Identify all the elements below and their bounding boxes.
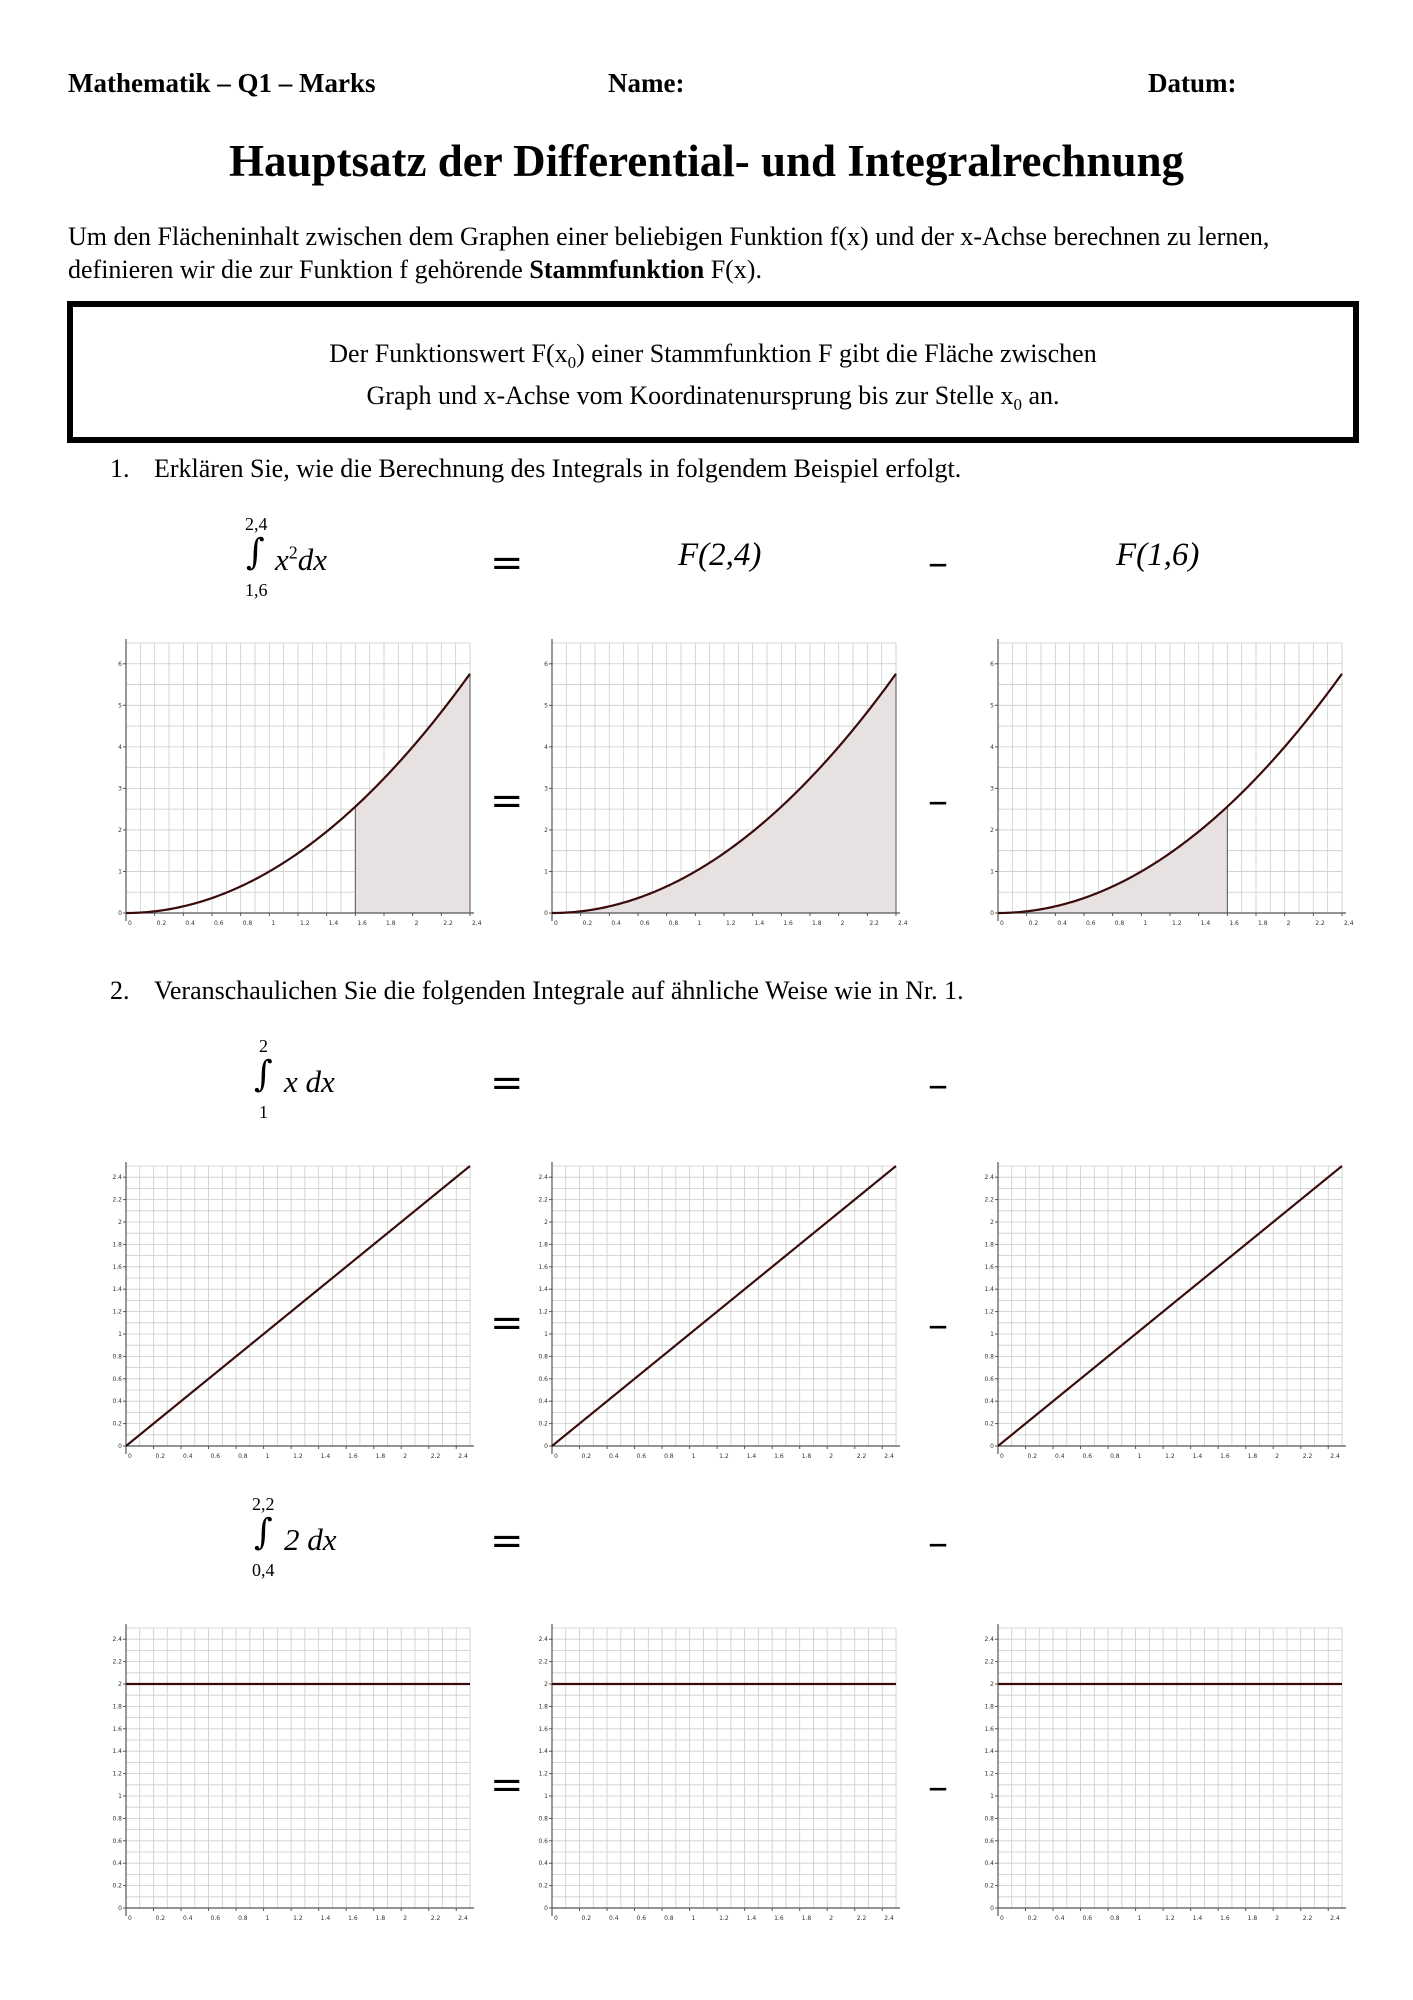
minus-sign: –	[928, 1062, 948, 1108]
x-tick-label: 2	[829, 1453, 834, 1460]
lower-limit: 1,6	[245, 580, 268, 600]
x-tick-label: 0	[128, 1453, 132, 1460]
x-tick-label: 0.2	[156, 920, 167, 927]
integral-sign: ∫	[254, 1512, 273, 1553]
definition-box	[67, 301, 1359, 443]
y-tick-label: 1.8	[112, 1703, 122, 1711]
x-tick-label: 1.2	[1172, 920, 1182, 927]
x-tick-label: 0.2	[582, 920, 593, 927]
intro-text-1: Um den Flächeninhalt zwischen dem Graphen einer beliebigen Funktion f(x) und der x-Achse berechnen zu lernen, definieren wir die zur Funktion f gehörende	[68, 222, 1270, 284]
x-tick-label: 1.8	[801, 1453, 812, 1460]
y-tick-label: 1	[118, 1331, 122, 1338]
x-tick-label: 0.2	[155, 1453, 166, 1460]
chart-line-x-2	[536, 1158, 906, 1468]
x-tick-label: 2.2	[856, 1915, 867, 1922]
x-tick-label: 2	[840, 920, 845, 927]
y-tick-label: 2.4	[984, 1174, 994, 1182]
x-tick-label: 2.4	[1330, 1453, 1340, 1460]
y-tick-label: 2	[544, 1219, 548, 1226]
x-tick-label: 0.4	[1055, 1453, 1065, 1460]
x-tick-label: 0.4	[1057, 920, 1067, 927]
y-tick-label: 0	[990, 910, 994, 917]
y-tick-label: 0	[118, 1443, 122, 1450]
x-tick-label: 1.6	[1220, 1453, 1230, 1460]
y-tick-label: 0	[118, 1905, 122, 1912]
x-tick-label: 1.8	[1247, 1453, 1258, 1460]
x-tick-label: 0.4	[183, 1915, 193, 1922]
x-tick-label: 0.6	[1082, 1915, 1093, 1922]
y-tick-label: 2.4	[538, 1174, 548, 1182]
x-tick-label: 0	[128, 920, 132, 927]
x-tick-label: 1.6	[774, 1453, 784, 1460]
y-tick-label: 1.8	[112, 1241, 122, 1249]
y-tick-label: 3	[544, 785, 548, 793]
upper-limit: 2,2	[252, 1494, 275, 1514]
x-tick-label: 0.8	[664, 1915, 674, 1922]
y-tick-label: 2.2	[538, 1658, 548, 1666]
x-tick-label: 1.8	[386, 920, 396, 927]
y-tick-label: 0.6	[984, 1837, 994, 1845]
y-tick-label: 0.8	[538, 1815, 548, 1823]
task-2	[110, 976, 964, 1006]
y-tick-label: 0.2	[538, 1420, 548, 1428]
course-label: Mathematik – Q1 – Marks	[68, 68, 376, 98]
x-tick-label: 2	[403, 1915, 408, 1922]
intro-paragraph	[68, 220, 1348, 286]
x-tick-label: 0.8	[242, 920, 253, 927]
equals-sign: =	[490, 540, 524, 586]
y-tick-label: 1	[118, 868, 122, 876]
x-tick-label: 1.4	[320, 1453, 331, 1460]
x-tick-label: 1	[691, 1453, 696, 1460]
x-tick-label: 0.8	[668, 920, 679, 927]
y-tick-label: 4	[118, 743, 122, 751]
y-tick-label: 1	[990, 1331, 994, 1338]
y-tick-label: 0	[544, 1905, 548, 1912]
x-tick-label: 1	[691, 1915, 696, 1922]
x-tick-label: 1.6	[774, 1915, 784, 1922]
x-tick-label: 1.4	[1192, 1915, 1203, 1922]
definition-text: an.	[1021, 381, 1060, 410]
y-tick-label: 1.4	[984, 1286, 994, 1294]
x-tick-label: 1.6	[348, 1453, 358, 1460]
x-tick-label: 1.4	[328, 920, 339, 927]
x-tick-label: 2	[1275, 1915, 1280, 1922]
y-tick-label: 2.4	[112, 1174, 122, 1182]
y-tick-label: 4	[990, 743, 994, 751]
y-tick-label: 1	[544, 1793, 548, 1800]
chart-integral-x2-1-6-to-2-4	[110, 635, 480, 935]
y-tick-label: 1.2	[538, 1308, 548, 1316]
y-tick-label: 1	[990, 1793, 994, 1800]
y-tick-label: 1.6	[984, 1725, 994, 1733]
y-tick-label: 1.6	[538, 1725, 548, 1733]
x-tick-label: 2.4	[1330, 1915, 1340, 1922]
x-tick-label: 1.2	[726, 920, 736, 927]
x-tick-label: 1	[1137, 1453, 1142, 1460]
x-tick-label: 1	[697, 920, 702, 927]
x-tick-label: 2	[414, 920, 419, 927]
x-tick-label: 0.6	[1086, 920, 1096, 927]
y-tick-label: 0.2	[984, 1420, 994, 1428]
y-tick-label: 2.4	[984, 1636, 994, 1644]
y-tick-label: 0	[544, 1443, 548, 1450]
y-tick-label: 1.6	[538, 1263, 548, 1271]
x-tick-label: 0	[554, 1453, 558, 1460]
integrand: 2 dx	[284, 1522, 337, 1557]
definition-line-1	[73, 339, 1353, 373]
function-curve	[998, 1166, 1342, 1446]
upper-limit: 2	[259, 1036, 268, 1056]
lower-limit: 1	[259, 1102, 268, 1122]
y-tick-label: 0.2	[112, 1420, 122, 1428]
y-tick-label: 2.2	[984, 1658, 994, 1666]
name-label: Name:	[608, 68, 685, 98]
y-tick-label: 0.8	[112, 1815, 122, 1823]
y-tick-label: 4	[544, 743, 548, 751]
y-tick-label: 1	[990, 868, 994, 876]
x-tick-label: 0.4	[611, 920, 621, 927]
x-tick-label: 1.6	[1220, 1915, 1230, 1922]
equals-sign: =	[490, 1518, 524, 1564]
x-tick-label: 0	[1000, 1453, 1004, 1460]
x-tick-label: 1.6	[357, 920, 367, 927]
y-tick-label: 1	[118, 1793, 122, 1800]
x-tick-label: 0.6	[636, 1453, 647, 1460]
y-tick-label: 5	[544, 702, 548, 710]
x-tick-label: 0.6	[1082, 1453, 1093, 1460]
y-tick-label: 0.6	[112, 1375, 122, 1383]
x-tick-label: 0.2	[1028, 920, 1039, 927]
y-tick-label: 0.4	[112, 1398, 122, 1406]
x-tick-label: 2	[1275, 1453, 1280, 1460]
x-tick-label: 0	[554, 920, 558, 927]
y-tick-label: 1.2	[112, 1770, 122, 1778]
integrand: x dx	[284, 1064, 335, 1099]
task-text: Erklären Sie, wie die Berechnung des Integrals in folgendem Beispiel erfolgt.	[154, 454, 962, 483]
x-tick-label: 2.2	[869, 920, 879, 927]
x-tick-label: 1	[1143, 920, 1148, 927]
y-tick-label: 0.6	[984, 1375, 994, 1383]
definition-line-2	[73, 381, 1353, 415]
integrand	[275, 542, 327, 578]
x-tick-label: 1.8	[812, 920, 822, 927]
x-tick-label: 1	[1137, 1915, 1142, 1922]
x-tick-label: 0	[1000, 1915, 1004, 1922]
x-tick-label: 0.6	[210, 1453, 221, 1460]
y-tick-label: 2	[990, 1681, 994, 1688]
minus-sign: –	[928, 540, 948, 586]
y-tick-label: 2.4	[112, 1636, 122, 1644]
y-tick-label: 2	[990, 1219, 994, 1226]
x-tick-label: 1.8	[1258, 920, 1268, 927]
x-tick-label: 0.4	[183, 1453, 193, 1460]
x-tick-label: 0	[128, 1915, 132, 1922]
minus-sign: –	[928, 778, 948, 824]
y-tick-label: 0.2	[112, 1882, 122, 1890]
x-tick-label: 2	[829, 1915, 834, 1922]
x-tick-label: 1.8	[1247, 1915, 1258, 1922]
x-tick-label: 1	[265, 1453, 270, 1460]
y-tick-label: 0.4	[984, 1860, 994, 1868]
x-tick-label: 0.2	[1027, 1453, 1038, 1460]
y-tick-label: 0.4	[538, 1398, 548, 1406]
y-tick-label: 0.8	[984, 1353, 994, 1361]
integrand-variable: x	[275, 542, 289, 577]
y-tick-label: 0.6	[112, 1837, 122, 1845]
x-tick-label: 1.4	[320, 1915, 331, 1922]
y-tick-label: 1.8	[984, 1703, 994, 1711]
function-curve	[552, 1166, 896, 1446]
y-tick-label: 0	[544, 910, 548, 917]
y-tick-label: 1.2	[984, 1770, 994, 1778]
date-label: Datum:	[1148, 68, 1237, 98]
x-tick-label: 2.2	[856, 1453, 867, 1460]
x-tick-label: 0.2	[155, 1915, 166, 1922]
y-tick-label: 0	[990, 1905, 994, 1912]
y-tick-label: 2.2	[112, 1196, 122, 1204]
x-tick-label: 2.4	[1344, 920, 1354, 927]
x-tick-label: 2	[403, 1453, 408, 1460]
x-tick-label: 0.8	[238, 1915, 248, 1922]
y-tick-label: 3	[990, 785, 994, 793]
y-tick-label: 1.4	[984, 1748, 994, 1756]
y-tick-label: 5	[118, 702, 122, 710]
task-number: 1.	[110, 454, 130, 483]
x-tick-label: 0.6	[210, 1915, 221, 1922]
x-tick-label: 1.2	[293, 1915, 303, 1922]
y-tick-label: 3	[118, 785, 122, 793]
y-tick-label: 2.2	[112, 1658, 122, 1666]
equals-sign: =	[490, 1300, 524, 1346]
x-tick-label: 1	[271, 920, 276, 927]
minus-sign: –	[928, 1520, 948, 1566]
x-tick-label: 1.8	[375, 1915, 386, 1922]
y-tick-label: 0.4	[112, 1860, 122, 1868]
intro-text-2: F(x).	[704, 255, 762, 284]
y-tick-label: 2	[544, 826, 548, 834]
y-tick-label: 0.2	[538, 1882, 548, 1890]
integral-sign: ∫	[254, 1054, 273, 1095]
y-tick-label: 2.2	[984, 1196, 994, 1204]
y-tick-label: 1.2	[112, 1308, 122, 1316]
definition-text: Der Funktionswert F(x	[329, 339, 568, 368]
chart-integral-x2-0-to-1-6	[982, 635, 1352, 935]
definition-subscript: 0	[567, 353, 577, 373]
x-tick-label: 0.4	[185, 920, 195, 927]
y-tick-label: 1.4	[538, 1748, 548, 1756]
y-tick-label: 1.2	[538, 1770, 548, 1778]
y-tick-label: 0	[118, 910, 122, 917]
x-tick-label: 2.2	[430, 1453, 441, 1460]
y-tick-label: 1.6	[984, 1263, 994, 1271]
x-tick-label: 0.8	[1110, 1453, 1120, 1460]
y-tick-label: 1.4	[538, 1286, 548, 1294]
y-tick-label: 0.6	[538, 1375, 548, 1383]
x-tick-label: 1.4	[1192, 1453, 1203, 1460]
x-tick-label: 1.6	[783, 920, 793, 927]
upper-limit: 2,4	[245, 514, 268, 534]
y-tick-label: 1.6	[112, 1263, 122, 1271]
x-tick-label: 2.4	[458, 1915, 468, 1922]
x-tick-label: 1.2	[1165, 1453, 1175, 1460]
x-tick-label: 0.2	[581, 1915, 592, 1922]
x-tick-label: 0.4	[1055, 1915, 1065, 1922]
x-tick-label: 1.6	[348, 1915, 358, 1922]
x-tick-label: 2.2	[1302, 1915, 1313, 1922]
term-f-1-6: F(1,6)	[1116, 537, 1200, 573]
x-tick-label: 2.4	[472, 920, 482, 927]
x-tick-label: 1.2	[719, 1915, 729, 1922]
chart-const-2-2	[536, 1620, 906, 1930]
chart-const-2-1	[110, 1620, 480, 1930]
x-tick-label: 0.2	[581, 1453, 592, 1460]
task-number: 2.	[110, 976, 130, 1005]
chart-line-x-3	[982, 1158, 1352, 1468]
function-curve	[126, 1166, 470, 1446]
integrand-power: 2	[288, 542, 298, 563]
x-tick-label: 1.4	[746, 1453, 757, 1460]
x-tick-label: 1.4	[1200, 920, 1211, 927]
term-f-2-4: F(2,4)	[678, 537, 762, 573]
chart-const-2-3	[982, 1620, 1352, 1930]
y-tick-label: 1	[544, 1331, 548, 1338]
x-tick-label: 0.8	[664, 1453, 674, 1460]
x-tick-label: 0.6	[636, 1915, 647, 1922]
y-tick-label: 6	[118, 660, 122, 668]
x-tick-label: 1.2	[293, 1453, 303, 1460]
y-tick-label: 2	[990, 826, 994, 834]
x-tick-label: 2.4	[884, 1453, 894, 1460]
x-tick-label: 2.4	[884, 1915, 894, 1922]
x-tick-label: 2	[1286, 920, 1291, 927]
y-tick-label: 1	[544, 868, 548, 876]
y-tick-label: 2	[544, 1681, 548, 1688]
x-tick-label: 2.4	[898, 920, 908, 927]
x-tick-label: 2.2	[443, 920, 453, 927]
definition-text: ) einer Stammfunktion F gibt die Fläche zwischen	[576, 339, 1097, 368]
x-tick-label: 0.4	[609, 1453, 619, 1460]
lower-limit: 0,4	[252, 1560, 275, 1580]
x-tick-label: 2.4	[458, 1453, 468, 1460]
y-tick-label: 1.8	[538, 1241, 548, 1249]
y-tick-label: 6	[990, 660, 994, 668]
x-tick-label: 0.8	[1114, 920, 1125, 927]
x-tick-label: 1.6	[1229, 920, 1239, 927]
integrand-dx: dx	[297, 542, 328, 577]
x-tick-label: 0	[554, 1915, 558, 1922]
integral-sign: ∫	[246, 532, 265, 573]
y-tick-label: 0	[990, 1443, 994, 1450]
x-tick-label: 1	[265, 1915, 270, 1922]
y-tick-label: 1.2	[984, 1308, 994, 1316]
x-tick-label: 0.2	[1027, 1915, 1038, 1922]
x-tick-label: 0.4	[609, 1915, 619, 1922]
y-tick-label: 0.4	[538, 1860, 548, 1868]
y-tick-label: 2.4	[538, 1636, 548, 1644]
x-tick-label: 0.8	[238, 1453, 248, 1460]
equals-sign: =	[490, 1762, 524, 1808]
y-tick-label: 0.4	[984, 1398, 994, 1406]
y-tick-label: 2	[118, 1219, 122, 1226]
y-tick-label: 2.2	[538, 1196, 548, 1204]
page-title: Hauptsatz der Differential- und Integralrechnung	[228, 136, 1185, 186]
y-tick-label: 2	[118, 1681, 122, 1688]
x-tick-label: 2.2	[430, 1915, 441, 1922]
x-tick-label: 0.6	[640, 920, 650, 927]
x-tick-label: 0.6	[214, 920, 224, 927]
y-tick-label: 1.8	[984, 1241, 994, 1249]
y-tick-label: 0.8	[538, 1353, 548, 1361]
task-1	[110, 454, 961, 484]
y-tick-label: 0.8	[984, 1815, 994, 1823]
x-tick-label: 1.2	[300, 920, 310, 927]
task-text: Veranschaulichen Sie die folgenden Integrale auf ähnliche Weise wie in Nr. 1.	[154, 976, 964, 1005]
y-tick-label: 5	[990, 702, 994, 710]
x-tick-label: 1.8	[801, 1915, 812, 1922]
definition-text: Graph und x-Achse vom Koordinatenursprung bis zur Stelle x	[366, 381, 1014, 410]
x-tick-label: 0	[1000, 920, 1004, 927]
equals-sign: =	[490, 778, 524, 824]
x-tick-label: 1.2	[719, 1453, 729, 1460]
equals-sign: =	[490, 1060, 524, 1106]
y-tick-label: 0.6	[538, 1837, 548, 1845]
x-tick-label: 1.2	[1165, 1915, 1175, 1922]
y-tick-label: 1.4	[112, 1748, 122, 1756]
x-tick-label: 0.8	[1110, 1915, 1120, 1922]
x-tick-label: 1.4	[746, 1915, 757, 1922]
x-tick-label: 1.8	[375, 1453, 386, 1460]
y-tick-label: 2	[118, 826, 122, 834]
y-tick-label: 1.4	[112, 1286, 122, 1294]
y-tick-label: 1.8	[538, 1703, 548, 1711]
chart-line-x-1	[110, 1158, 480, 1468]
x-tick-label: 1.4	[754, 920, 765, 927]
x-tick-label: 2.2	[1315, 920, 1325, 927]
intro-bold-term: Stammfunktion	[529, 255, 705, 284]
chart-integral-x2-0-to-2-4	[536, 635, 906, 935]
y-tick-label: 0.8	[112, 1353, 122, 1361]
y-tick-label: 6	[544, 660, 548, 668]
minus-sign: –	[928, 1302, 948, 1348]
definition-subscript: 0	[1013, 395, 1022, 415]
y-tick-label: 1.6	[112, 1725, 122, 1733]
y-tick-label: 0.2	[984, 1882, 994, 1890]
minus-sign: –	[928, 1764, 948, 1810]
x-tick-label: 2.2	[1302, 1453, 1313, 1460]
